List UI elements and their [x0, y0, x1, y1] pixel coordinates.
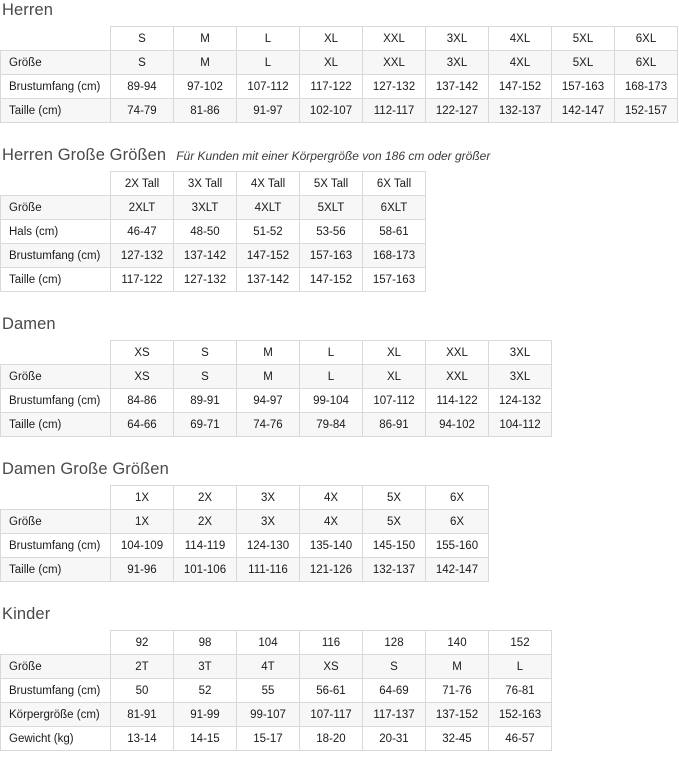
table-cell: 127-132 — [363, 75, 426, 99]
size-section-herren-gross — [0, 145, 679, 292]
table-cell: 124-130 — [237, 534, 300, 558]
table-cell: 55 — [237, 679, 300, 703]
table-cell: 53-56 — [300, 220, 363, 244]
table-cell: 152-163 — [489, 703, 552, 727]
section-title: Herren Große Größen — [2, 146, 167, 164]
table-corner-cell — [1, 27, 111, 51]
size-table — [0, 171, 426, 292]
table-row — [1, 365, 552, 389]
table-cell: 76-81 — [489, 679, 552, 703]
column-header: S — [174, 341, 237, 365]
column-header: L — [300, 341, 363, 365]
column-header: 6X — [426, 486, 489, 510]
table-cell: S — [363, 655, 426, 679]
column-header: 4X Tall — [237, 172, 300, 196]
row-header: Brustumfang (cm) — [1, 534, 111, 558]
table-cell: 132-137 — [363, 558, 426, 582]
table-cell: 56-61 — [300, 679, 363, 703]
size-table — [0, 340, 552, 437]
table-cell: L — [300, 365, 363, 389]
table-cell: 114-119 — [174, 534, 237, 558]
column-header: 92 — [111, 631, 174, 655]
table-cell: 48-50 — [174, 220, 237, 244]
row-header: Taille (cm) — [1, 99, 111, 123]
column-header: 140 — [426, 631, 489, 655]
table-cell: 4XLT — [237, 196, 300, 220]
table-cell: 132-137 — [489, 99, 552, 123]
table-cell: 137-142 — [426, 75, 489, 99]
table-cell: 46-47 — [111, 220, 174, 244]
row-header: Taille (cm) — [1, 558, 111, 582]
table-cell: 46-57 — [489, 727, 552, 751]
table-cell: 157-163 — [552, 75, 615, 99]
table-cell: 168-173 — [615, 75, 678, 99]
table-cell: 107-112 — [237, 75, 300, 99]
table-cell: L — [237, 51, 300, 75]
table-cell: 89-94 — [111, 75, 174, 99]
section-header — [0, 459, 679, 485]
table-cell: 6X — [426, 510, 489, 534]
table-corner-cell — [1, 631, 111, 655]
table-cell: 91-96 — [111, 558, 174, 582]
table-cell: 81-86 — [174, 99, 237, 123]
table-cell: 3XL — [426, 51, 489, 75]
table-cell: 137-142 — [237, 268, 300, 292]
table-cell: 52 — [174, 679, 237, 703]
table-cell: 94-102 — [426, 413, 489, 437]
table-cell: 104-112 — [489, 413, 552, 437]
table-cell: 104-109 — [111, 534, 174, 558]
table-cell: XS — [300, 655, 363, 679]
table-row — [1, 99, 678, 123]
table-cell: 107-112 — [363, 389, 426, 413]
table-row — [1, 679, 552, 703]
table-header-row — [1, 341, 552, 365]
table-header-row — [1, 27, 678, 51]
table-cell: 2X — [174, 510, 237, 534]
table-cell: 50 — [111, 679, 174, 703]
table-cell: M — [426, 655, 489, 679]
table-cell: 137-142 — [174, 244, 237, 268]
table-cell: 155-160 — [426, 534, 489, 558]
table-row — [1, 727, 552, 751]
table-cell: 1X — [111, 510, 174, 534]
column-header: XXL — [426, 341, 489, 365]
column-header: 5X — [363, 486, 426, 510]
table-cell: 102-107 — [300, 99, 363, 123]
section-header — [0, 145, 679, 171]
row-header: Taille (cm) — [1, 268, 111, 292]
size-section-damen-gross — [0, 459, 679, 582]
table-cell: 147-152 — [300, 268, 363, 292]
table-row — [1, 534, 489, 558]
column-header: 116 — [300, 631, 363, 655]
table-cell: S — [111, 51, 174, 75]
table-cell: 20-31 — [363, 727, 426, 751]
table-cell: 99-107 — [237, 703, 300, 727]
table-cell: 4X — [300, 510, 363, 534]
row-header: Taille (cm) — [1, 413, 111, 437]
table-cell: 91-97 — [237, 99, 300, 123]
table-cell: 112-117 — [363, 99, 426, 123]
column-header: 3XL — [489, 341, 552, 365]
column-header: XL — [363, 341, 426, 365]
column-header: S — [111, 27, 174, 51]
table-cell: 168-173 — [363, 244, 426, 268]
table-cell: 15-17 — [237, 727, 300, 751]
table-cell: 91-99 — [174, 703, 237, 727]
row-header: Körpergröße (cm) — [1, 703, 111, 727]
table-cell: 157-163 — [363, 268, 426, 292]
table-row — [1, 510, 489, 534]
table-cell: 145-150 — [363, 534, 426, 558]
table-header-row — [1, 486, 489, 510]
table-cell: 5XL — [552, 51, 615, 75]
column-header: XL — [300, 27, 363, 51]
table-cell: 2XLT — [111, 196, 174, 220]
table-cell: XXL — [426, 365, 489, 389]
table-cell: 152-157 — [615, 99, 678, 123]
table-cell: 4T — [237, 655, 300, 679]
table-cell: 81-91 — [111, 703, 174, 727]
table-cell: 79-84 — [300, 413, 363, 437]
table-cell: 4XL — [489, 51, 552, 75]
table-cell: XL — [300, 51, 363, 75]
table-row — [1, 655, 552, 679]
size-table — [0, 630, 552, 751]
table-cell: 71-76 — [426, 679, 489, 703]
row-header: Brustumfang (cm) — [1, 389, 111, 413]
table-cell: 137-152 — [426, 703, 489, 727]
column-header: 2X Tall — [111, 172, 174, 196]
table-cell: 64-69 — [363, 679, 426, 703]
table-cell: 142-147 — [552, 99, 615, 123]
table-cell: 117-122 — [300, 75, 363, 99]
table-cell: 6XL — [615, 51, 678, 75]
table-row — [1, 703, 552, 727]
table-row — [1, 244, 426, 268]
table-cell: 121-126 — [300, 558, 363, 582]
table-cell: M — [237, 365, 300, 389]
column-header: 3XL — [426, 27, 489, 51]
table-cell: 124-132 — [489, 389, 552, 413]
section-title: Damen — [2, 315, 56, 333]
table-corner-cell — [1, 486, 111, 510]
table-cell: 89-91 — [174, 389, 237, 413]
row-header: Größe — [1, 510, 111, 534]
table-cell: 51-52 — [237, 220, 300, 244]
table-header-row — [1, 172, 426, 196]
column-header: L — [237, 27, 300, 51]
column-header: 2X — [174, 486, 237, 510]
column-header: 3X — [237, 486, 300, 510]
table-row — [1, 75, 678, 99]
table-cell: 58-61 — [363, 220, 426, 244]
column-header: 98 — [174, 631, 237, 655]
column-header: 104 — [237, 631, 300, 655]
table-cell: 18-20 — [300, 727, 363, 751]
column-header: M — [237, 341, 300, 365]
table-cell: 3XLT — [174, 196, 237, 220]
table-cell: 122-127 — [426, 99, 489, 123]
table-cell: 127-132 — [174, 268, 237, 292]
column-header: XS — [111, 341, 174, 365]
column-header: 5X Tall — [300, 172, 363, 196]
column-header: 6XL — [615, 27, 678, 51]
table-header-row — [1, 631, 552, 655]
table-cell: 101-106 — [174, 558, 237, 582]
table-cell: 117-122 — [111, 268, 174, 292]
table-cell: 3XL — [489, 365, 552, 389]
table-cell: XXL — [363, 51, 426, 75]
table-cell: 142-147 — [426, 558, 489, 582]
table-cell: 3X — [237, 510, 300, 534]
table-cell: 94-97 — [237, 389, 300, 413]
table-row — [1, 220, 426, 244]
table-row — [1, 51, 678, 75]
table-cell: 114-122 — [426, 389, 489, 413]
column-header: 152 — [489, 631, 552, 655]
table-cell: 157-163 — [300, 244, 363, 268]
section-header — [0, 314, 679, 340]
table-row — [1, 389, 552, 413]
section-title: Damen Große Größen — [2, 460, 169, 478]
table-cell: 5X — [363, 510, 426, 534]
row-header: Größe — [1, 365, 111, 389]
table-cell: 74-76 — [237, 413, 300, 437]
table-cell: 64-66 — [111, 413, 174, 437]
column-header: 3X Tall — [174, 172, 237, 196]
table-cell: L — [489, 655, 552, 679]
table-cell: 13-14 — [111, 727, 174, 751]
row-header: Größe — [1, 196, 111, 220]
table-cell: 111-116 — [237, 558, 300, 582]
table-cell: 99-104 — [300, 389, 363, 413]
size-table — [0, 26, 678, 123]
table-row — [1, 413, 552, 437]
table-cell: 127-132 — [111, 244, 174, 268]
table-cell: S — [174, 365, 237, 389]
size-section-herren — [0, 0, 679, 123]
table-row — [1, 558, 489, 582]
section-header — [0, 0, 679, 26]
section-title: Kinder — [2, 605, 51, 623]
table-cell: 117-137 — [363, 703, 426, 727]
row-header: Größe — [1, 51, 111, 75]
table-cell: 97-102 — [174, 75, 237, 99]
table-row — [1, 268, 426, 292]
size-section-kinder — [0, 604, 679, 751]
column-header: 5XL — [552, 27, 615, 51]
column-header: 6X Tall — [363, 172, 426, 196]
table-cell: XL — [363, 365, 426, 389]
column-header: M — [174, 27, 237, 51]
row-header: Größe — [1, 655, 111, 679]
row-header: Brustumfang (cm) — [1, 679, 111, 703]
row-header: Brustumfang (cm) — [1, 244, 111, 268]
table-cell: 135-140 — [300, 534, 363, 558]
table-corner-cell — [1, 341, 111, 365]
size-table — [0, 485, 489, 582]
table-cell: 86-91 — [363, 413, 426, 437]
row-header: Gewicht (kg) — [1, 727, 111, 751]
section-note: Für Kunden mit einer Körpergröße von 186 cm oder größer — [176, 149, 491, 163]
column-header: 1X — [111, 486, 174, 510]
column-header: 4X — [300, 486, 363, 510]
table-cell: 5XLT — [300, 196, 363, 220]
column-header: 4XL — [489, 27, 552, 51]
table-cell: 6XLT — [363, 196, 426, 220]
table-row — [1, 196, 426, 220]
section-title: Herren — [2, 1, 54, 19]
size-section-damen — [0, 314, 679, 437]
table-cell: M — [174, 51, 237, 75]
table-cell: 84-86 — [111, 389, 174, 413]
table-cell: 14-15 — [174, 727, 237, 751]
table-cell: 147-152 — [237, 244, 300, 268]
table-cell: 32-45 — [426, 727, 489, 751]
table-cell: 3T — [174, 655, 237, 679]
row-header: Hals (cm) — [1, 220, 111, 244]
section-header — [0, 604, 679, 630]
table-cell: 69-71 — [174, 413, 237, 437]
column-header: 128 — [363, 631, 426, 655]
table-cell: 107-117 — [300, 703, 363, 727]
table-cell: 74-79 — [111, 99, 174, 123]
column-header: XXL — [363, 27, 426, 51]
table-cell: XS — [111, 365, 174, 389]
table-corner-cell — [1, 172, 111, 196]
table-cell: 2T — [111, 655, 174, 679]
table-cell: 147-152 — [489, 75, 552, 99]
row-header: Brustumfang (cm) — [1, 75, 111, 99]
